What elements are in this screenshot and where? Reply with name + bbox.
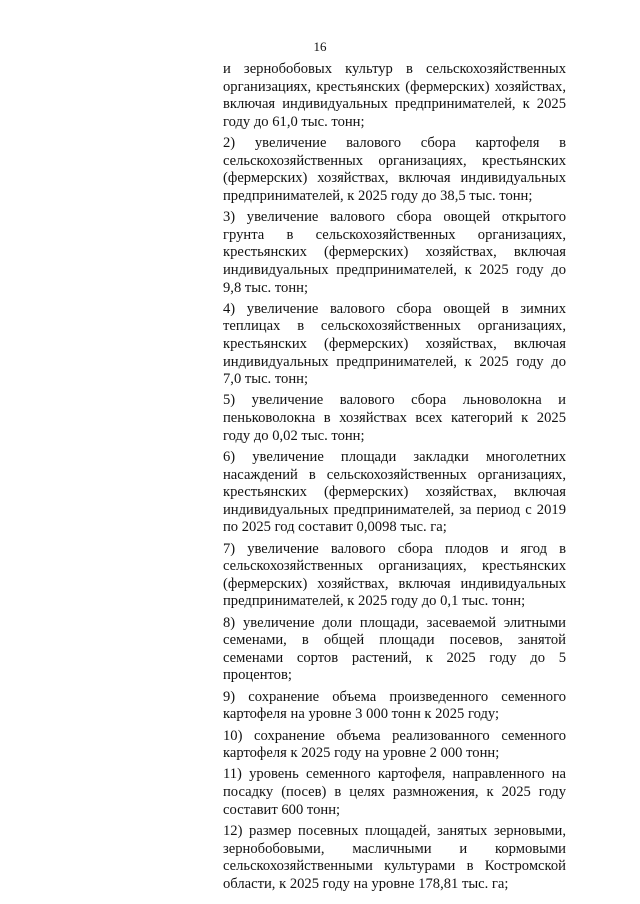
list-item-continuation: и зернобобовых культур в сельскохозяйственных организациях, крестьянских (фермерских) хозяйствах, включая индивидуальных предпринимателей, к 2025 году до 61,0 тыс. тонн; [223, 61, 566, 130]
list-item-3: 3) увеличение валового сбора овощей открытого грунта в сельскохозяйственных организациях, крестьянских (фермерских) хозяйствах, включая индивидуальных предпринимателей, к 2025 году до 9,8 тыс. тонн; [223, 209, 566, 296]
list-item-5: 5) увеличение валового сбора льноволокна и пеньковолокна в хозяйствах всех категорий к 2025 году до 0,02 тыс. тонн; [223, 392, 566, 444]
document-body [223, 61, 566, 893]
list-item-12: 12) размер посевных площадей, занятых зерновыми, зернобобовыми, масличными и кормовыми сельскохозяйственными культурами в Костромской области, к 2025 году на уровне 178,81 тыс. га; [223, 822, 566, 892]
list-item-7: 7) увеличение валового сбора плодов и ягод в сельскохозяйственных организациях, крестьянских (фермерских) хозяйствах, включая индивидуальных предпринимателей, к 2025 году до 0,1 тыс. тонн; [223, 540, 566, 610]
page-number: 16 [313, 39, 327, 54]
list-item-2: 2) увеличение валового сбора картофеля в сельскохозяйственных организациях, крестьянских (фермерских) хозяйствах, включая индивидуальных предпринимателей, к 2025 году до 38,5 тыс. тонн; [223, 135, 566, 204]
list-item-10: 10) сохранение объема реализованного семенного картофеля к 2025 году на уровне 2 000 тонн; [223, 727, 566, 762]
list-item-9: 9) сохранение объема произведенного семенного картофеля на уровне 3 000 тонн к 2025 году; [223, 688, 566, 723]
list-item-8: 8) увеличение доли площади, засеваемой элитными семенами, в общей площади посевов, занятой семенами сортов растений, к 2025 году до 5 процентов; [223, 614, 566, 684]
list-item-4: 4) увеличение валового сбора овощей в зимних теплицах в сельскохозяйственных организациях, крестьянских (фермерских) хозяйствах, включая индивидуальных предпринимателей, к 2025 году до 7,0 тыс. тонн; [223, 300, 566, 388]
list-item-11: 11) уровень семенного картофеля, направленного на посадку (посев) в целях размножения, к 2025 году составит 600 тонн; [223, 766, 566, 818]
list-item-6: 6) увеличение площади закладки многолетних насаждений в сельскохозяйственных организациях, крестьянских (фермерских) хозяйствах, включая индивидуальных предпринимателей, за период с 2019 по 2025 год составит 0,0098 тыс. га; [223, 448, 566, 536]
